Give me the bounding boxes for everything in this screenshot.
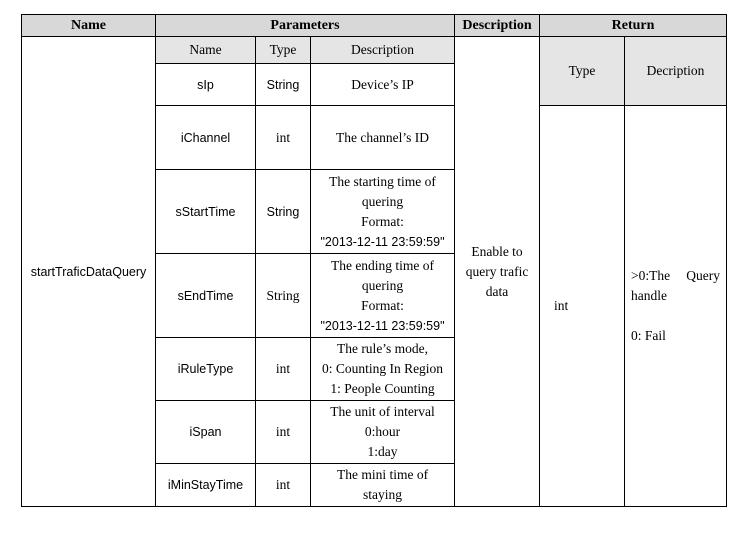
param-type: String: [256, 64, 311, 106]
api-table: [21, 14, 727, 507]
return-description-cell: [625, 106, 727, 507]
param-header-description: Description: [311, 37, 455, 64]
param-description-text: The starting time of quering Format:: [329, 173, 436, 229]
param-description: [311, 170, 455, 254]
param-name: sIp: [156, 64, 256, 106]
param-name: iMinStayTime: [156, 464, 256, 507]
param-description: The mini time of staying: [311, 464, 455, 507]
param-type: int: [256, 338, 311, 401]
param-type: int: [256, 106, 311, 170]
header-parameters: Parameters: [156, 15, 455, 37]
return-type-cell: int: [540, 106, 625, 507]
param-type: String: [256, 170, 311, 254]
param-name: sEndTime: [156, 254, 256, 338]
header-description: Description: [455, 15, 540, 37]
param-description: [311, 254, 455, 338]
function-name-cell: startTraficDataQuery: [22, 37, 156, 507]
return-description-line: 0: Fail: [631, 328, 666, 343]
param-header-name: Name: [156, 37, 256, 64]
param-header-row: [22, 37, 727, 64]
main-header-row: [22, 15, 727, 37]
param-description: Device’s IP: [311, 64, 455, 106]
header-return: Return: [540, 15, 727, 37]
param-type: int: [256, 401, 311, 464]
param-description: The unit of interval 0:hour 1:day: [311, 401, 455, 464]
return-header-description: Decription: [625, 37, 727, 106]
return-header-type: Type: [540, 37, 625, 106]
param-name: sStartTime: [156, 170, 256, 254]
param-description-format: "2013-12-11 23:59:59": [320, 234, 445, 249]
param-name: iRuleType: [156, 338, 256, 401]
function-description-cell: Enable to query trafic data: [455, 37, 540, 507]
return-description-spacer: [631, 306, 720, 326]
param-description-format: "2013-12-11 23:59:59": [320, 318, 445, 333]
param-name: iChannel: [156, 106, 256, 170]
param-description-text: The ending time of quering Format:: [330, 257, 435, 313]
param-name: iSpan: [156, 401, 256, 464]
header-name: Name: [22, 15, 156, 37]
param-header-type: Type: [256, 37, 311, 64]
param-description: The rule’s mode, 0: Counting In Region 1: People Counting: [311, 338, 455, 401]
param-type: String: [256, 254, 311, 338]
param-description: The channel’s ID: [311, 106, 455, 170]
return-description-line: >0:The Query handle: [631, 268, 721, 303]
param-type: int: [256, 464, 311, 507]
